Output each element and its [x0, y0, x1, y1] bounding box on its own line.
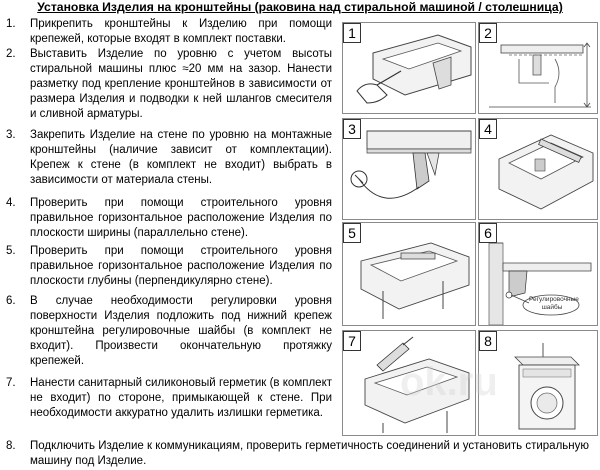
panel-number: 1	[343, 23, 361, 43]
step-3	[6, 128, 332, 188]
step-number: 7.	[6, 377, 16, 389]
step-number: 1.	[6, 18, 16, 30]
step-number: 2.	[6, 48, 16, 60]
step-4	[6, 196, 332, 241]
panel-number: 7	[343, 331, 361, 351]
step-2	[6, 47, 332, 122]
panel-number: 2	[479, 23, 497, 43]
panel-number: 5	[343, 223, 361, 243]
step-number: 4.	[6, 197, 16, 209]
watermark: ok.ru	[400, 360, 498, 404]
step-7	[6, 376, 332, 421]
illustration-panel-3	[342, 118, 476, 220]
illustration-panel-2	[478, 22, 598, 114]
step-text: Закрепить Изделие на стене по уровню на монтажные кронштейны (наличие зависит от комплектации). Крепеж к стене (в комплект не входит) выбрать в зависимости от материала стены.	[30, 129, 332, 186]
step-text: Подключить Изделие к коммуникациям, проверить герметичность соединений и установить стиральную машину под Изделие.	[30, 440, 589, 467]
panel-number: 3	[343, 119, 361, 139]
step-number: 3.	[6, 129, 16, 141]
illustration-panel-6	[478, 222, 598, 326]
step-text: Проверить при помощи строительного уровня правильное горизонтальное расположение Изделия по плоскости глубины (перпендикулярно стене).	[30, 245, 332, 287]
washers-caption: Регулировочные шайбы	[529, 296, 579, 311]
step-5	[6, 244, 332, 289]
step-6	[6, 294, 332, 369]
panel-number: 4	[479, 119, 497, 139]
page-title: Установка Изделия на кронштейны (раковина над стиральной машиной / столешница)	[37, 0, 563, 14]
step-text: Проверить при помощи строительного уровня правильное горизонтальное расположение Изделия по плоскости ширины (параллельно стене).	[30, 197, 332, 239]
illustration-panel-4	[478, 118, 598, 220]
wall-fixing-illustration	[343, 119, 475, 219]
panel-number: 6	[479, 223, 497, 243]
step-1	[6, 17, 332, 47]
step-number: 8.	[6, 440, 16, 452]
step-number: 6.	[6, 295, 16, 307]
level-depth-illustration	[343, 223, 475, 325]
step-text: В случае необходимости регулировки уровня поверхности Изделия подложить под нижний крепеж кронштейна регулировочные шайбы (в комплект не входит). Произвести окончательную протяжку крепежей.	[30, 295, 332, 367]
illustration-panel-5	[342, 222, 476, 326]
step-text: Прикрепить кронштейны к Изделию при помощи крепежей, которые входят в комплект поставки.	[30, 18, 332, 45]
panel-number: 8	[479, 331, 497, 351]
illustration-panel-1	[342, 22, 476, 114]
step-number: 5.	[6, 245, 16, 257]
step-text: Нанести санитарный силиконовый герметик (в комплект не входит) по стороне, примыкающей к стене. При необходимости аккуратно удалить излишки герметика.	[30, 377, 332, 419]
step-8	[6, 439, 596, 469]
step-text: Выставить Изделие по уровню с учетом высоты стиральной машины плюс ≈20 мм на зазор. Нанести разметку под крепление кронштейнов в зависимости от размера Изделия и подводки к ней шлангов смесителя и сливной арматуры.	[30, 48, 332, 120]
bracket-attach-illustration	[343, 23, 475, 113]
